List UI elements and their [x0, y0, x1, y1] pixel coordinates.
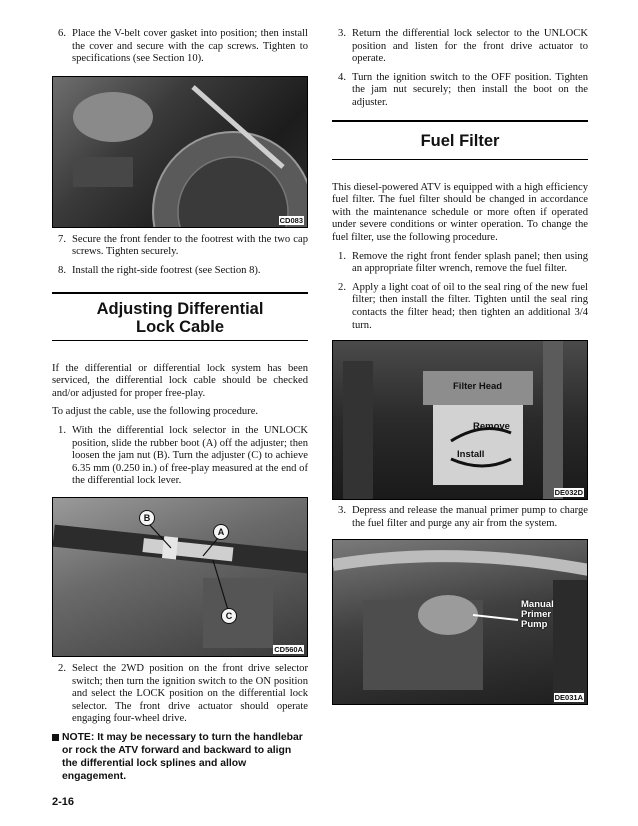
left-column — [52, 28, 308, 783]
step-text: Install the right-side footrest (see Section 8). — [72, 264, 261, 276]
callout-a: A — [213, 524, 229, 540]
intro-paragraph-2: To adjust the cable, use the following procedure. — [52, 406, 259, 418]
step-text: With the differential lock selector in the UNLOCK position, slide the rubber boot (A) off the adjuster; then loosen the jam nut (B). Turn the adjuster (C) to achieve 6.35 mm (0.250 in.) of free-play measured at the end of the differential lock lever. — [72, 424, 308, 487]
pipe — [543, 341, 563, 499]
step-number: 8. — [58, 264, 66, 276]
step-text: Select the 2WD position on the front drive selector switch; then turn the ignition switch to the ON position and select the LOCK position on the differential lock selector. The front drive actuator should operate engaging four-wheel drive. — [72, 662, 308, 725]
bracket — [73, 157, 133, 187]
filter-head-label: Filter Head — [453, 381, 503, 393]
primer-pump — [418, 595, 478, 635]
figure-caption: CD083 — [279, 215, 303, 225]
step-7 — [52, 234, 308, 259]
note-text: NOTE: It may be necessary to turn the handlebar or rock the ATV forward and backward to align the differential lock splines and allow engagement. — [62, 731, 303, 782]
bracket — [203, 578, 273, 648]
step-text: Place the V-belt cover gasket into position; then install the cover and secure with the cap screws. Tighten to specifications (see Section 10). — [72, 28, 308, 65]
photo-lock-cable-art — [53, 498, 308, 656]
page-number: 2-16 — [52, 796, 75, 808]
step-1 — [52, 425, 308, 488]
step-text: Turn the ignition switch to the OFF position. Tighten the jam nut securely; then install the boot on the adjuster. — [352, 71, 588, 108]
heading-line-1: Adjusting Differential — [96, 299, 264, 318]
step-text: Secure the front fender to the footrest with the two cap screws. Tighten securely. — [72, 233, 308, 258]
photo-lock-cable — [52, 497, 308, 657]
step-number: 6. — [58, 28, 66, 39]
photo-primer-pump — [332, 539, 588, 705]
photo-v-belt-cover-art — [53, 77, 308, 227]
intro-paragraph: This diesel-powered ATV is equipped with a high efficiency fuel filter. The fuel filter should be changed in accordance with the maintenance schedule or more often if operated under severe conditions or winter operation. To change the fuel filter, use the following procedure. — [332, 181, 588, 243]
step-number: 2. — [338, 281, 346, 293]
note-block — [52, 731, 308, 783]
step-text: Return the differential lock selector to the UNLOCK position and listen for the front drive actuator to operate. — [352, 28, 588, 65]
photo-fuel-filter — [332, 340, 588, 500]
step-text: Remove the right front fender splash panel; then using an appropriate filter wrench, remove the fuel filter. — [352, 250, 588, 275]
step-number: 3. — [338, 28, 346, 39]
step-text: Apply a light coat of oil to the seal ring of the new fuel filter; then install the filter. Tighten until the seal ring contacts the filter head; then tighten an additional 3/4 turn. — [352, 281, 588, 331]
note-bullet-icon — [52, 734, 59, 741]
heading-line-2: Lock Cable — [135, 317, 225, 336]
remove-label: Remove — [473, 421, 510, 433]
intro-paragraph: If the differential or differential lock system has been serviced, the differential lock cable should be checked and/or adjusted for proper free-play. — [52, 362, 308, 399]
step-number: 7. — [58, 233, 66, 245]
step-text: Depress and release the manual primer pump to charge the fuel filter and purge any air from the system. — [352, 505, 588, 529]
photo-fuel-filter-art — [333, 341, 588, 499]
figure-caption: CD560A — [274, 644, 303, 654]
filter-canister — [433, 405, 523, 485]
step-number: 1. — [338, 250, 346, 262]
step-number: 4. — [338, 71, 346, 83]
figure-caption: DE032D — [554, 488, 583, 498]
step-2 — [52, 663, 308, 726]
hose — [343, 361, 373, 499]
frame-bar — [553, 580, 588, 704]
fuel-step-1 — [332, 251, 588, 276]
manual-primer-pump-label: Manual Primer Pump — [521, 599, 554, 631]
callout-b: B — [139, 510, 155, 526]
step-3 — [332, 28, 588, 66]
section-heading-fuel-filter: Fuel Filter — [332, 120, 588, 160]
step-4 — [332, 72, 588, 110]
fuel-step-3 — [332, 505, 588, 530]
step-number: 2. — [58, 662, 66, 674]
right-column — [332, 28, 588, 705]
callout-c: C — [221, 608, 237, 624]
photo-v-belt-cover — [52, 76, 308, 228]
install-label: Install — [457, 449, 485, 461]
figure-caption: DE031A — [554, 693, 583, 703]
braided-line — [333, 556, 588, 570]
step-6 — [52, 28, 308, 66]
engine-part — [73, 92, 153, 142]
section-heading-differential — [52, 292, 308, 341]
step-8 — [52, 265, 308, 278]
step-number: 3. — [338, 505, 346, 517]
fuel-step-2 — [332, 282, 588, 332]
step-number: 1. — [58, 424, 66, 436]
